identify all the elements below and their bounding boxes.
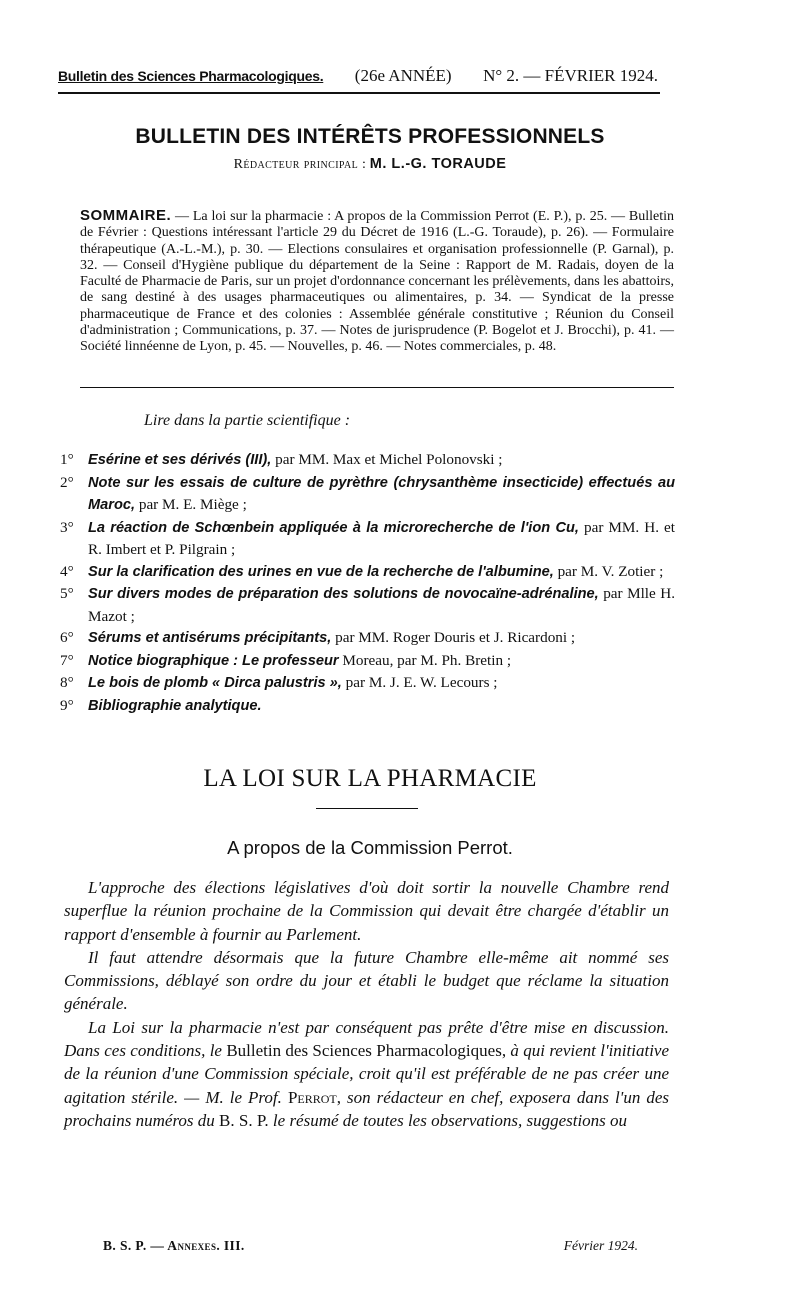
article-body	[64, 876, 669, 1132]
item-authors: Moreau, par M. Ph. Bretin ;	[342, 651, 512, 669]
list-item	[60, 650, 675, 673]
list-item	[60, 449, 675, 472]
item-title: La réaction de Schœnbein appliquée à la microrecherche de l'ion Cu,	[88, 519, 579, 536]
title-rule	[316, 808, 418, 809]
item-number: 9°	[60, 696, 74, 714]
item-title: Bibliographie analytique.	[88, 697, 262, 714]
paragraph: L'approche des élections législatives d'où doit sortir la nouvelle Chambre rend superflue la réunion prochaine de la Commission qui devait être chargée d'établir un rapport d'ensemble à fournir au Parlement.	[64, 878, 669, 944]
summary-text: — La loi sur la pharmacie : A propos de la Commission Perrot (E. P.), p. 25. — Bulletin de Février : Questions intéressant l'article 29 du Décret de 1916 (L.-G. Toraude), p. 26). — Formulaire thérapeutique (A.-L.-M.), p. 30. — Elections consulaires et organisation professionnelle (P. Garnal), p. 32. — Conseil d'Hygiène publique du département de la Seine : Rapport de M. Radais, doyen de la Faculté de Pharmacie de Paris, sur un projet d'ordonnance concernant les prélèvements, dans les abattoirs, de sang destiné à des usages pharmaceutiques ou alimentaires, p. 34. — Syndicat de la presse pharmaceutique de France et des colonies : Assemblée générale constitutive ; Réunion du Conseil d'administration ; Communications, p. 37. — Notes de jurisprudence (P. Bogelot et J. Brocchi), p. 41. — Société linnéenne de Lyon, p. 45. — Nouvelles, p. 46. — Notes commerciales, p. 48.	[80, 209, 675, 355]
list-item	[60, 627, 675, 650]
item-title: Le bois de plomb « Dirca palustris »,	[88, 675, 342, 691]
item-number: 7°	[60, 651, 74, 669]
summary-rule	[80, 387, 674, 388]
item-number: 4°	[60, 562, 74, 580]
item-authors: par MM. H. et R. Imbert et P. Pilgrain ;	[88, 518, 675, 558]
text-run: La Loi sur la pharmacie n'est par conséquent pas prête d'être mise en discussion. Dans ces conditions, le	[64, 1017, 669, 1061]
editor-name: M. L.-G. TORAUDE	[369, 156, 507, 172]
list-item	[60, 472, 675, 517]
list-item	[60, 672, 675, 695]
footer-left: B. S. P. — Annexes. III.	[103, 1238, 245, 1253]
paragraph: Il faut attendre désormais que la future Chambre elle-même ait nommé ses Commissions, déblayé son ordre du jour et établi le budget que réclame la situation générale.	[64, 947, 669, 1014]
scientific-contents-list	[60, 449, 675, 717]
text-run: le résumé de toutes les observations, suggestions ou	[272, 1110, 628, 1130]
editor-line	[0, 156, 740, 173]
journal-reference: Bulletin des Sciences Pharmacologiques,	[226, 1041, 507, 1061]
summary-block	[80, 208, 674, 356]
summary-label: SOMMAIRE.	[80, 207, 172, 224]
item-number: 3°	[60, 518, 74, 536]
paragraph	[64, 1016, 669, 1132]
page-footer	[103, 1238, 638, 1254]
item-authors: par M. V. Zotier ;	[557, 562, 664, 580]
item-number: 1°	[60, 451, 74, 468]
article-title: LA LOI SUR LA PHARMACIE	[203, 765, 537, 792]
item-title: Notice biographique : Le professeur	[88, 652, 339, 669]
item-authors: par Mlle H. Mazot ;	[88, 585, 676, 625]
item-number: 5°	[60, 585, 74, 602]
scientific-intro: Lire dans la partie scientifique :	[144, 412, 351, 429]
running-header	[58, 66, 658, 86]
journal-abbrev: B. S. P.	[219, 1110, 269, 1130]
section-title: BULLETIN DES INTÉRÊTS PROFESSIONNELS	[135, 125, 605, 148]
journal-name: Bulletin des Sciences Pharmacologiques.	[58, 68, 324, 84]
item-title: Note sur les essais de culture de pyrèthre (chrysanthème insecticide) effectués au Maroc,	[88, 474, 675, 513]
item-number: 6°	[60, 629, 74, 646]
header-rule	[58, 92, 660, 94]
item-number: 2°	[60, 473, 74, 491]
item-title: Sur divers modes de préparation des solutions de novocaïne-adrénaline,	[88, 586, 599, 602]
list-item	[60, 517, 675, 561]
list-item	[60, 695, 675, 718]
footer-right: Février 1924.	[563, 1238, 638, 1253]
list-item	[60, 583, 675, 627]
item-authors: par MM. Roger Douris et J. Ricardoni ;	[335, 629, 576, 646]
editor-label: Rédacteur principal :	[233, 157, 367, 172]
item-authors: par M. E. Miège ;	[138, 496, 247, 513]
item-title: Sur la clarification des urines en vue de la recherche de l'albumine,	[88, 563, 554, 580]
author-name: Perrot,	[287, 1087, 341, 1107]
article-subtitle: A propos de la Commission Perrot.	[227, 837, 513, 858]
text-run: son rédacteur en chef, exposera dans l'un des prochains numéros du	[64, 1087, 670, 1130]
item-authors: par M. J. E. W. Lecours ;	[345, 674, 498, 691]
text-run: à qui revient l'initiative de la réunion d'une Commission spéciale, croit qu'il est préférable de ne pas créer une agitation stérile. — M. le Prof.	[64, 1041, 670, 1107]
item-authors: par MM. Max et Michel Polonovski ;	[275, 451, 503, 468]
issue-label: N° 2. — FÉVRIER 1924.	[483, 66, 658, 85]
item-title: Sérums et antisérums précipitants,	[88, 630, 332, 646]
list-item	[60, 561, 675, 584]
year-label: (26e ANNÉE)	[354, 66, 452, 85]
item-number: 8°	[60, 674, 74, 691]
item-title: Esérine et ses dérivés (III),	[88, 452, 272, 468]
